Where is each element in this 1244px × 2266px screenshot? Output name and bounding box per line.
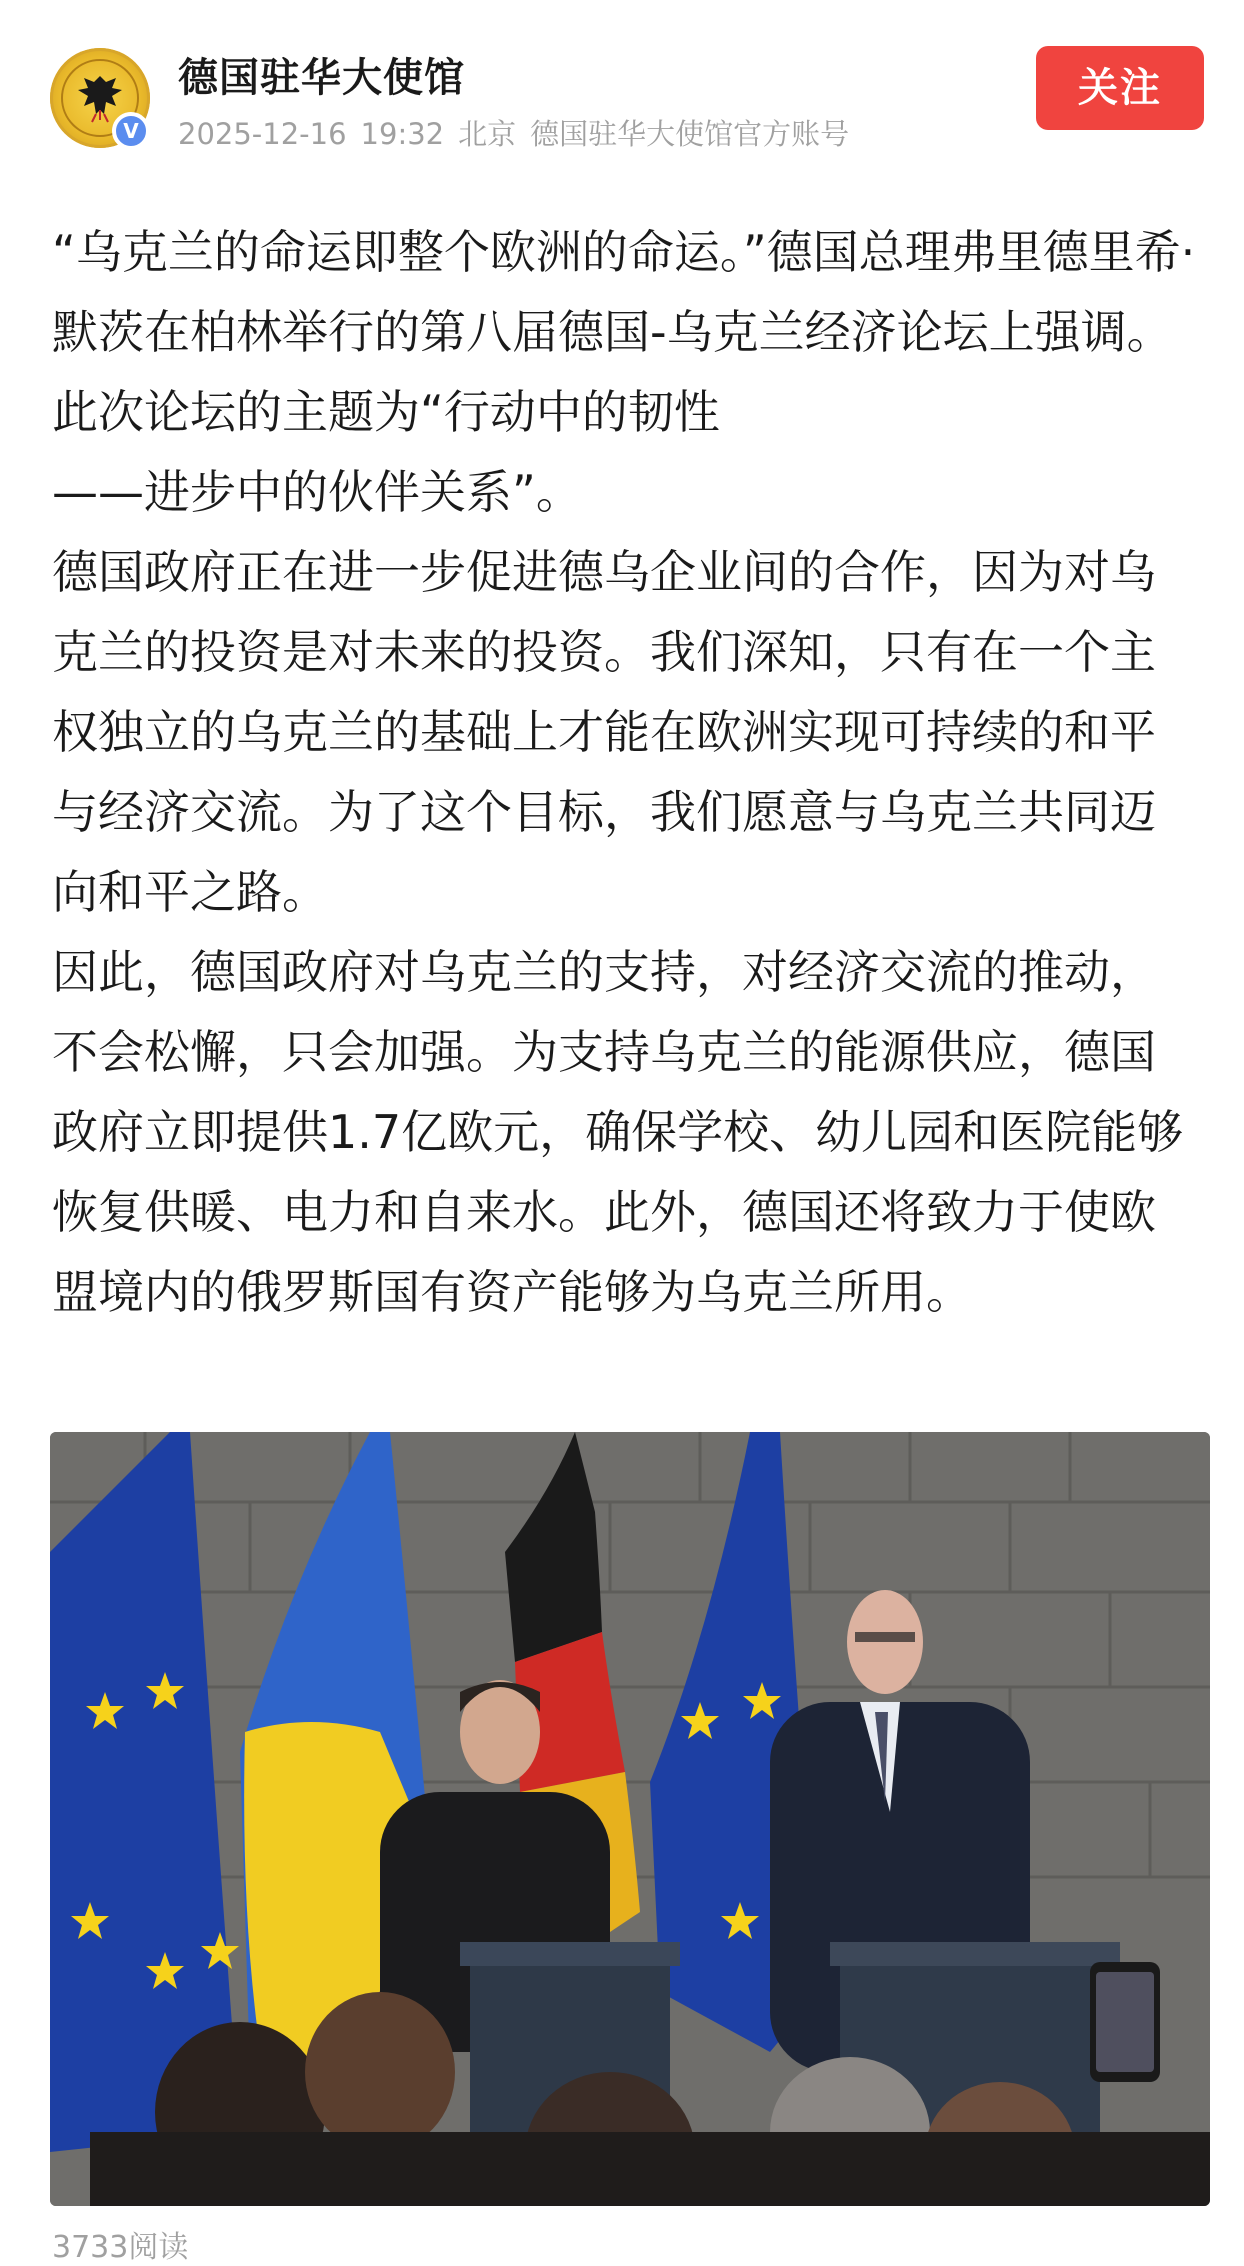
verified-v-icon: V xyxy=(112,112,150,150)
post-meta xyxy=(178,112,863,153)
post-date: 2025-12-16 xyxy=(178,117,347,151)
post-header xyxy=(0,0,1244,175)
article-paragraph: “乌克兰的命运即整个欧洲的命运。”德国总理弗里德里希·默茨在柏林举行的第八届德国-乌克兰经济论坛上强调。此次论坛的主题为“行动中的韧性 ——进步中的伙伴关系”。 xyxy=(52,225,1196,519)
post-location: 北京 xyxy=(458,117,517,151)
post-time: 19:32 xyxy=(360,117,445,151)
press-conference-photo[interactable] xyxy=(50,1432,1210,2206)
article-body xyxy=(52,212,1200,1332)
view-count: 3733阅读 xyxy=(52,2230,189,2265)
account-type: 德国驻华大使馆官方账号 xyxy=(530,117,850,151)
photo-illustration xyxy=(50,1432,1210,2206)
follow-button[interactable]: 关注 xyxy=(1036,46,1204,130)
account-name[interactable]: 德国驻华大使馆 xyxy=(178,55,465,101)
article-paragraph: 因此，德国政府对乌克兰的支持，对经济交流的推动，不会松懈，只会加强。为支持乌克兰的能源供应，德国政府立即提供1.7亿欧元，确保学校、幼儿园和医院能够恢复供暖、电力和自来水。此外，德国还将致力于使欧盟境内的俄罗斯国有资产能够为乌克兰所用。 xyxy=(52,945,1184,1319)
article-paragraph: 德国政府正在进一步促进德乌企业间的合作，因为对乌克兰的投资是对未来的投资。我们深知，只有在一个主权独立的乌克兰的基础上才能在欧洲实现可持续的和平与经济交流。为了这个目标，我们愿意与乌克兰共同迈向和平之路。 xyxy=(52,545,1156,919)
